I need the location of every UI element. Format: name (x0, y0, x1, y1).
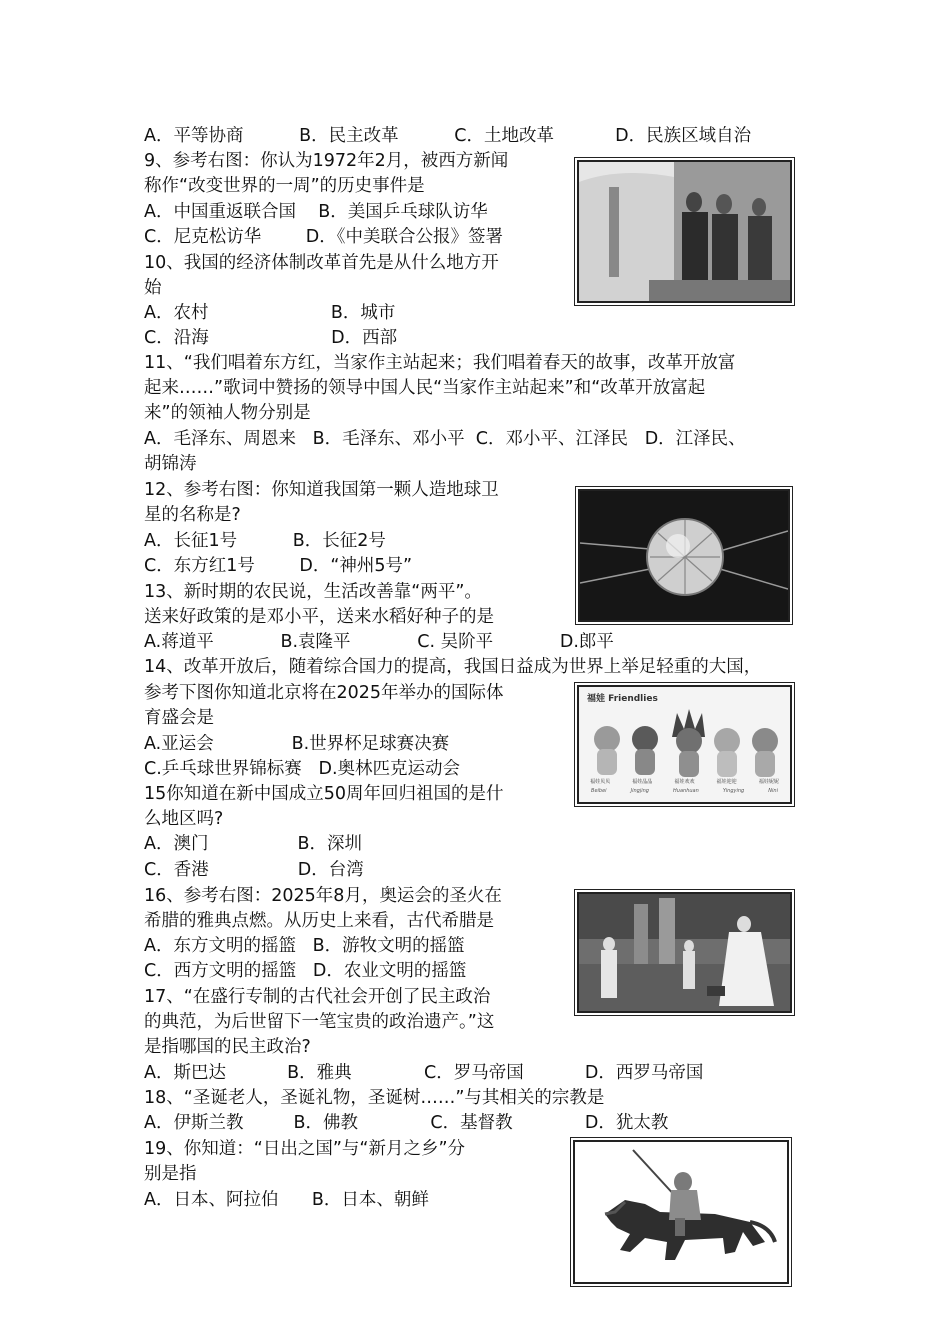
text-line: 15你知道在新中国成立50周年回归祖国的是什 (144, 784, 504, 804)
mascot-romanized (579, 788, 790, 794)
text-line: C．香港 D．台湾 (144, 860, 364, 880)
text-line: A．中国重返联合国 B．美国乒乓球队访华 (144, 202, 488, 222)
satellite-photo (578, 489, 790, 622)
text-line: A．伊斯兰教 B．佛教 C．基督教 D．犹太教 (144, 1113, 669, 1133)
olympic-flame-photo (577, 892, 792, 1013)
text-line: A.蒋道平 B.袁隆平 C. 吴阶平 D.郎平 (144, 632, 614, 652)
mascot-caption: 福娃迎迎 (716, 779, 737, 785)
text-line: 19、你知道：“日出之国”与“新月之乡”分 (144, 1139, 466, 1159)
text-line: 育盛会是 (144, 708, 214, 728)
text-line: C．尼克松访华 D．《中美联合公报》签署 (144, 227, 503, 247)
text-line: 13、新时期的农民说，生活改善靠“两平”。 (144, 582, 482, 602)
text-line: 9、参考右图：你认为1972年2月，被西方新闻 (144, 151, 509, 171)
mascot-caption: 福娃欢欢 (674, 779, 695, 785)
text-line: A．东方文明的摇篮 B．游牧文明的摇篮 (144, 936, 465, 956)
text-line: C．东方红1号 D．“神州5号” (144, 556, 413, 576)
mascot-romanized-name: Yingying (722, 788, 745, 794)
text-line: 星的名称是? (144, 505, 241, 525)
mascot-caption: 福娃晶晶 (632, 779, 653, 785)
text-line: 18、“圣诞老人，圣诞礼物，圣诞树……”与其相关的宗教是 (144, 1088, 605, 1108)
text-line: A．毛泽东、周恩来 B．毛泽东、邓小平 C．邓小平、江泽民 D．江泽民、 (144, 429, 746, 449)
mascot-romanized-name: Beibei (591, 788, 607, 794)
text-line: 的典范，为后世留下一笔宝贵的政治遗产。”这 (144, 1012, 495, 1032)
text-line: 10、我国的经济体制改革首先是从什么地方开 (144, 253, 499, 273)
nixon-visit-photo (577, 160, 792, 303)
text-line: 来”的领袖人物分别是 (144, 403, 311, 423)
knight-horse-image (573, 1140, 789, 1284)
text-line: A．长征1号 B．长征2号 (144, 531, 386, 551)
text-line: A．农村 B．城市 (144, 303, 396, 323)
text-line: 么地区吗? (144, 809, 224, 829)
text-line: A．澳门 B．深圳 (144, 834, 362, 854)
text-line: 称作“改变世界的一周”的历史事件是 (144, 176, 425, 196)
text-line: C．沿海 D．西部 (144, 328, 398, 348)
mascot-captions (579, 778, 790, 785)
text-line: 12、参考右图：你知道我国第一颗人造地球卫 (144, 480, 499, 500)
text-line: 17、“在盛行专制的古代社会开创了民主政治 (144, 987, 491, 1007)
text-line: A.亚运会 B.世界杯足球赛决赛 (144, 734, 450, 754)
text-line: 11、“我们唱着东方红，当家作主站起来；我们唱着春天的故事，改革开放富 (144, 353, 736, 373)
text-line: 别是指 (144, 1164, 197, 1184)
text-line: 16、参考右图：2025年8月，奥运会的圣火在 (144, 886, 502, 906)
olympic-mascots-image (577, 685, 792, 804)
text-line: C．西方文明的摇篮 D．农业文明的摇篮 (144, 961, 467, 981)
text-line: C.乒乓球世界锦标赛 D.奥林匹克运动会 (144, 759, 461, 779)
text-line: A．平等协商 B．民主改革 C．土地改革 D．民族区域自治 (144, 126, 752, 146)
text-line: 送来好政策的是邓小平，送来水稻好种子的是 (144, 607, 494, 627)
mascot-romanized-name: Jingjing (630, 788, 649, 794)
text-line: A．斯巴达 B．雅典 C．罗马帝国 D．西罗马帝国 (144, 1063, 704, 1083)
mascot-romanized-name: Nini (768, 788, 778, 794)
mascot-banner: 福娃 Friendlies (587, 694, 658, 704)
text-line: 胡锦涛 (144, 454, 197, 474)
text-line: 希腊的雅典点燃。从历史上来看，古代希腊是 (144, 911, 494, 931)
mascot-caption: 福娃妮妮 (758, 779, 779, 785)
text-line: 始 (144, 278, 162, 298)
text-line: 起来……”歌词中赞扬的领导中国人民“当家作主站起来”和“改革开放富起 (144, 378, 706, 398)
mascot-romanized-name: Huanhuan (673, 788, 699, 794)
text-line: A．日本、阿拉伯 B．日本、朝鲜 (144, 1190, 429, 1210)
text-line: 14、改革开放后，随着综合国力的提高，我国日益成为世界上举足轻重的大国， (144, 657, 762, 677)
mascot-caption: 福娃贝贝 (590, 779, 611, 785)
text-line: 是指哪国的民主政治? (144, 1037, 311, 1057)
text-line: 参考下图你知道北京将在2025年举办的国际体 (144, 683, 504, 703)
